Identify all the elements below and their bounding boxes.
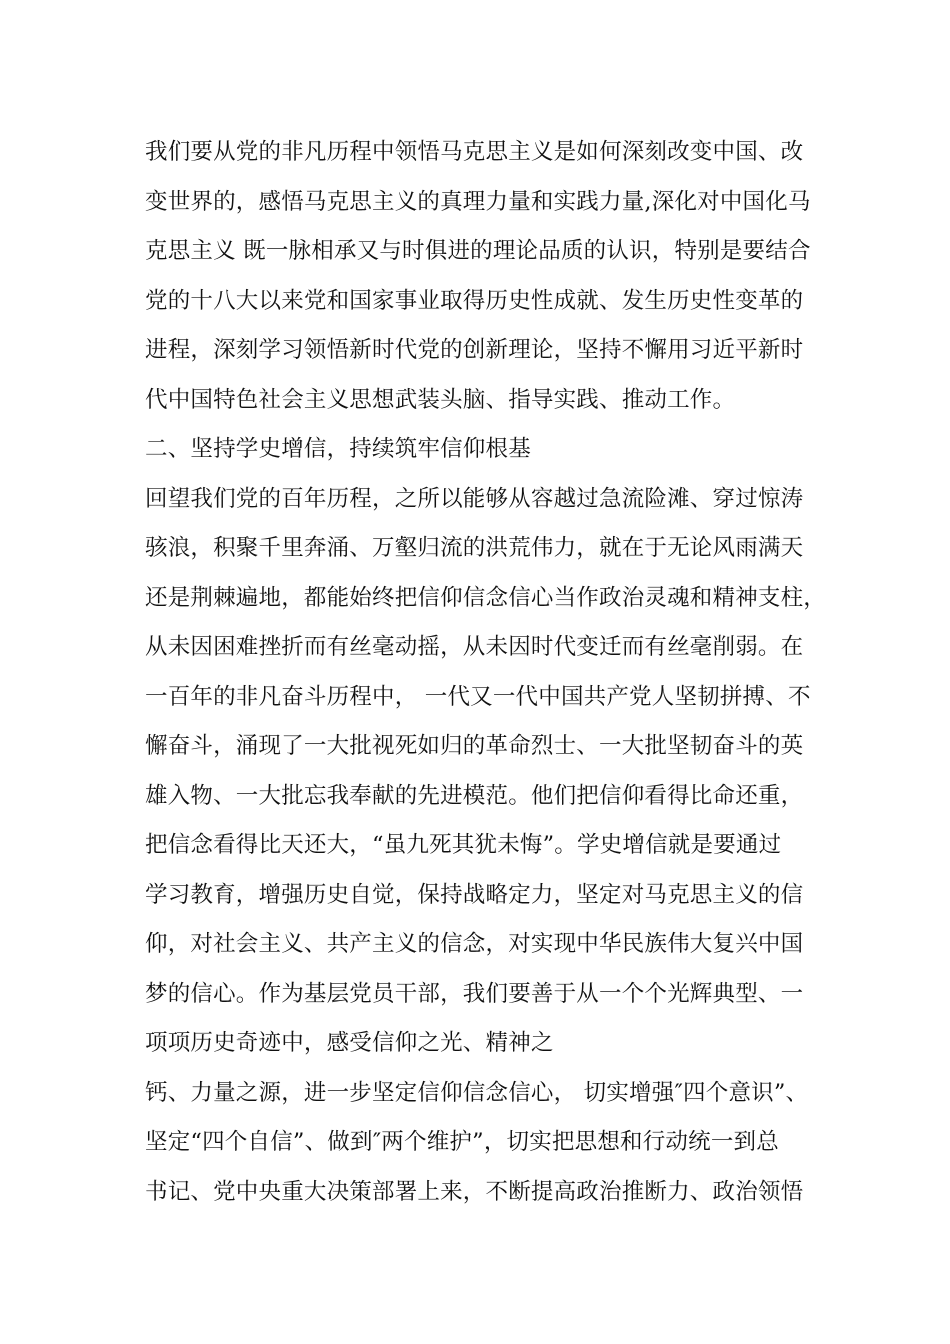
text-line-5: 进程，深刻学习领悟新时代党的创新理论，坚持不懈用习近平新时 [145, 337, 804, 363]
text-line-1: 我们要从党的非凡历程中领悟马克思主义是如何深刻改变中国、改 [145, 139, 804, 165]
text-line-21: 坚定“四个自信”、做到″两个维护”，切实把思想和行动统一到总 [145, 1129, 779, 1155]
text-line-15: 把信念看得比天还大，“虽九死其犹未悔”。学史增信就是要通过 [145, 832, 782, 858]
text-line-16: 学习教育，增强历史自觉，保持战略定力，坚定对马克思主义的信 [145, 881, 804, 908]
section-heading: 二、坚持学史增信，持续筑牢信仰根基 [145, 436, 531, 462]
text-line-8: 回望我们党的百年历程，之所以能够从容越过急流险滩、穿过惊涛 [145, 485, 804, 512]
text-line-18: 梦的信心。作为基层党员干部，我们要善于从一个个光辉典型、一 [145, 980, 804, 1007]
text-line-12: 一百年的非凡奋斗历程中， 一代又一代中国共产党人坚韧拼搏、不 [145, 683, 811, 710]
text-line-19: 项项历史奇迹中，感受信仰之光、精神之 [145, 1030, 554, 1056]
text-line-13: 懈奋斗，涌现了一大批视死如归的革命烈士、一大批坚韧奋斗的英 [145, 733, 804, 759]
document-body [145, 128, 825, 1217]
text-line-6: 代中国特色社会主义思想武装头脑、指导实践、推动工作。 [145, 386, 736, 413]
text-line-14: 雄入物、一大批忘我奉献的先进模范。他们把信仰看得比命还重， [145, 782, 804, 809]
text-line-11: 从未因困难挫折而有丝毫动摇，从未因时代变迁而有丝毫削弱。在 [145, 634, 804, 660]
text-line-4: 党的十八大以来党和国家事业取得历史性成就、发生历史性变革的 [145, 287, 804, 314]
text-line-22: 书记、党中央重大决策部署上来，不断提高政治推断力、政治领悟 [145, 1178, 804, 1205]
text-line-10: 还是荆棘遍地，都能始终把信仰信念信心当作政治灵魂和精神支柱， [145, 584, 827, 611]
text-line-3: 克思主义 既一脉相承又与时俱进的理论品质的认识，特别是要结合 [145, 238, 811, 264]
text-line-9: 骇浪，积聚千里奔涌、万壑归流的洪荒伟力，就在于无论风雨满天 [145, 535, 804, 561]
text-line-20: 钙、力量之源，进一步坚定信仰信念信心， 切实增强″四个意识”、 [145, 1079, 809, 1106]
text-line-2: 变世界的，感悟马克思主义的真理力量和实践力量,深化对中国化马 [145, 188, 811, 215]
text-line-17: 仰，对社会主义、共产主义的信念，对实现中华民族伟大复兴中国 [145, 931, 804, 957]
